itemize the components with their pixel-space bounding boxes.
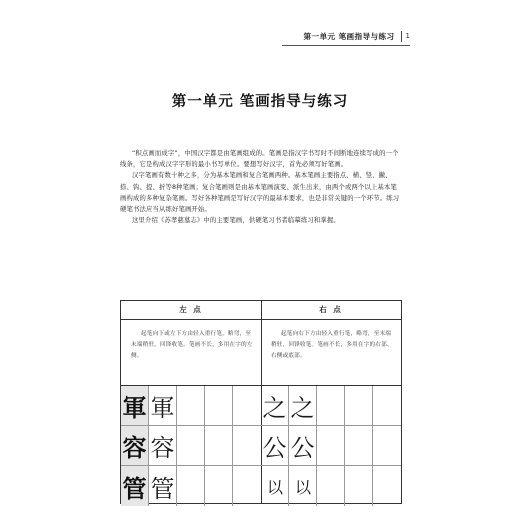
practice-table	[120, 300, 402, 504]
model-character-cell	[261, 466, 289, 506]
running-header	[282, 28, 410, 46]
blank-practice-cell	[205, 426, 233, 466]
paragraph: 这里介绍《苏孝慈墓志》中的主要笔画，供硬笔习书者临摹练习和掌握。	[132, 217, 340, 225]
blank-practice-cell	[205, 386, 233, 426]
traced-character: 以	[294, 477, 310, 497]
blank-practice-cell	[233, 386, 261, 426]
blank-practice-cell	[233, 426, 261, 466]
paragraph: 汉字笔画有数十种之多，分为基本笔画和复合笔画两种。基本笔画主要指点、横、竖、撇、捺、钩、提、折等8种笔画；复合笔画则是由基本笔画演变、派生出来，由两个或两个以上基本笔画构成的多种复杂笔画。写好各种笔画是写好汉字的最基本要求，也是非常关键的一个环节。练习硬笔书法应当从练好笔画开始。	[120, 172, 400, 214]
model-character: 管	[122, 473, 147, 503]
blank-practice-cell	[177, 386, 205, 426]
blank-practice-cell	[177, 426, 205, 466]
page-number: 1	[401, 31, 410, 42]
practice-column-right-dot	[261, 301, 401, 503]
model-character: 軍	[122, 393, 147, 422]
practice-column-left-dot	[121, 301, 262, 503]
blank-practice-cell	[177, 466, 205, 506]
blank-practice-cell	[373, 386, 401, 426]
blank-practice-cell	[317, 466, 345, 506]
stroke-description: 起笔向右下方由轻入重行笔，略弯，至末端稍驻，回锋收笔。笔画不长，多用在字的右部、右侧或底部。	[271, 331, 393, 359]
unit-title: 第一单元 笔画指导与练习	[171, 94, 349, 110]
book-page	[110, 28, 410, 504]
traced-character: 公	[290, 434, 315, 462]
body-text	[120, 148, 400, 226]
model-character-cell	[121, 426, 149, 466]
traced-character-cell	[289, 426, 317, 466]
traced-character: 之	[290, 394, 315, 422]
grid-row	[121, 386, 261, 426]
stroke-description: 起笔向下或左下方由轻入重行笔，略弯，至末端稍驻，回锋收笔。笔画不长，多用在字的左侧。	[131, 331, 253, 359]
traced-character-cell	[149, 466, 177, 506]
blank-practice-cell	[317, 426, 345, 466]
model-character-cell	[261, 386, 289, 426]
blank-practice-cell	[345, 386, 373, 426]
grid-row	[261, 466, 401, 506]
model-character: 容	[122, 433, 147, 462]
traced-character-cell	[289, 386, 317, 426]
blank-practice-cell	[345, 426, 373, 466]
model-character: 之	[262, 394, 287, 422]
paragraph: “积点画而成字”，中国汉字都是由笔画组成的。笔画是指汉字书写时不间断地连续写成的一个线条，它是构成汉字字形的最小书写单位。要想写好汉字，首先必须写好笔画。	[120, 150, 399, 169]
grid-row	[261, 426, 401, 466]
traced-character: 容	[150, 434, 175, 462]
column-heading: 左 点	[121, 301, 261, 320]
traced-character-cell	[289, 466, 317, 506]
blank-practice-cell	[205, 466, 233, 506]
blank-practice-cell	[233, 466, 261, 506]
column-heading: 右 点	[261, 301, 401, 320]
model-character: 以	[266, 477, 282, 497]
traced-character-cell	[149, 386, 177, 426]
model-character-cell	[121, 386, 149, 426]
model-character: 公	[262, 434, 287, 462]
model-character-cell	[121, 466, 149, 506]
blank-practice-cell	[345, 466, 373, 506]
grid-row	[261, 386, 401, 426]
blank-practice-cell	[373, 426, 401, 466]
grid-row	[121, 466, 261, 506]
header-title: 第一单元 笔画指导与练习	[303, 32, 395, 41]
practice-grid	[261, 385, 401, 505]
traced-character: 管	[150, 474, 175, 503]
traced-character-cell	[149, 426, 177, 466]
blank-practice-cell	[317, 386, 345, 426]
practice-grid	[121, 385, 261, 505]
blank-practice-cell	[373, 466, 401, 506]
grid-row	[121, 426, 261, 466]
model-character-cell	[261, 426, 289, 466]
traced-character: 軍	[150, 394, 175, 422]
